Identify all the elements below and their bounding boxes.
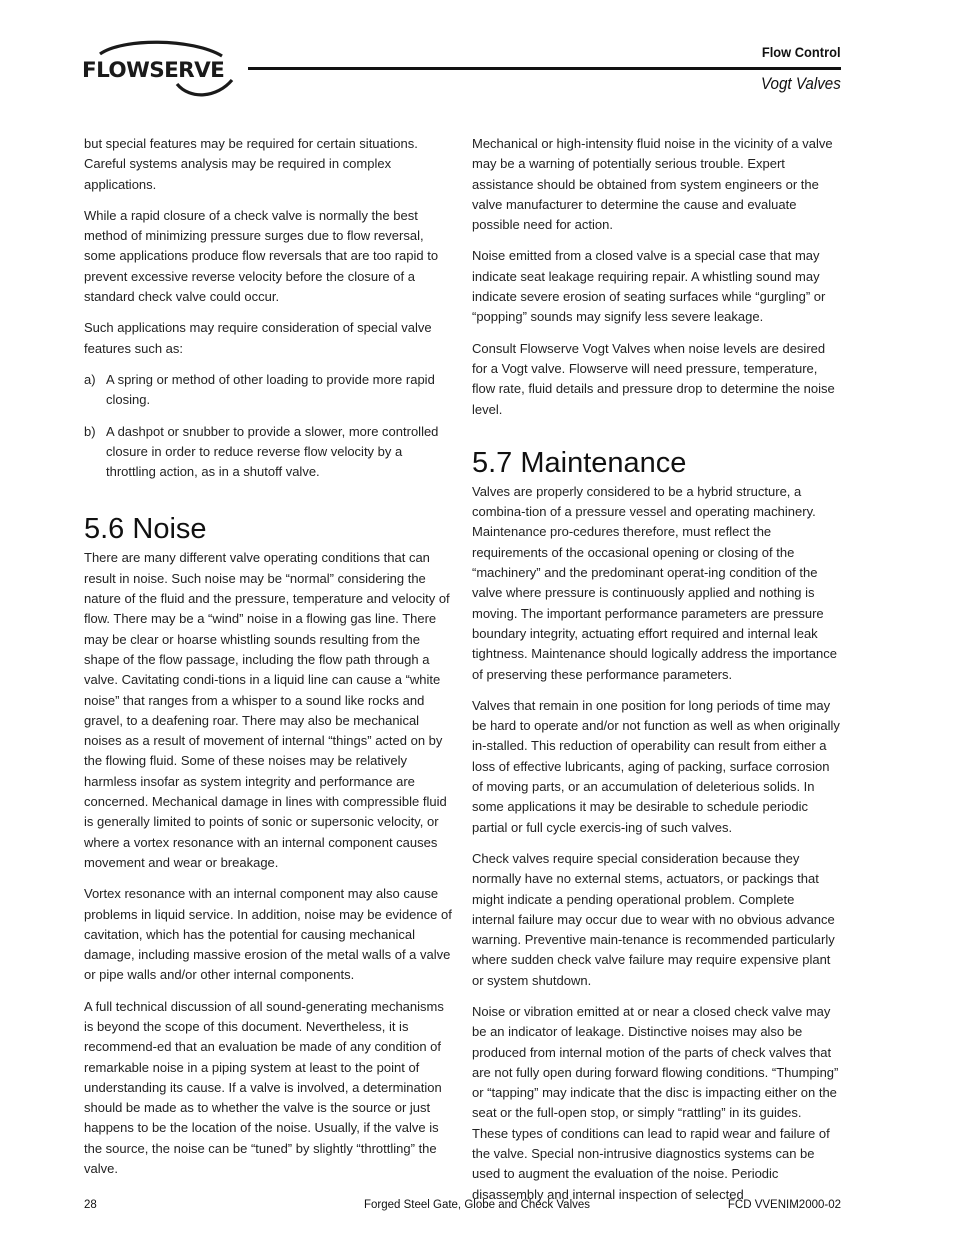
list-item (84, 422, 452, 483)
paragraph: While a rapid closure of a check valve is normally the best method of minimizing pressure surges due to flow reversal, some applications produce flow reversals that are too rapid to prevent excessive reverse velocity before the closure of a standard check valve could occur. (84, 207, 439, 305)
paragraph: Vortex resonance with an internal component may also cause problems in liquid service. In addition, noise may be evidence of cavitation, which has the potential for causing mechanical damage, including massive erosion of the metal walls of a valve or pipe walls and/or other internal components. (84, 886, 452, 983)
list-item-text: A spring or method of other loading to provide more rapid closing. (106, 371, 435, 408)
paragraph: A full technical discussion of all sound-generating mechanisms is beyond the scope of this document. Nevertheless, it is recommend-ed that an evaluation be made of any condition of remarkable noise in a piping system at least to the point of understanding its cause. If a valve is involved, a determination should be made as to whether the valve is the source or just happens to be the location of the noise. Usually, if the valve is the source, the noise can be “tuned” by slightly “throttling” the valve. (84, 998, 444, 1177)
paragraph: Check valves require special consideration because they normally have no external stems, actuators, or packings that might indicate a pending operational problem. Complete internal failure may occur due to wear with no obvious advance warning. Preventive main-tenance is recommended particularly where sudden check valve failure may require expensive plant or system shutdown. (472, 850, 835, 988)
list-item-text: A dashpot or snubber to provide a slower, more controlled closure in order to reduce reverse flow velocity by a throttling action, as in a shutoff valve. (106, 423, 439, 480)
paragraph: Such applications may require consideration of special valve features such as: (84, 320, 432, 356)
paragraph: Consult Flowserve Vogt Valves when noise levels are desired for a Vogt valve. Flowserve will need pressure, temperature, flow rate, fluid details and pressure drop to determine the noise level. (472, 340, 835, 417)
paragraph: There are many different valve operating conditions that can result in noise. Such noise may be “normal” considering the nature of the fluid and the pressure, temperature and velocity of flow. There may be a “wind” noise in a flowing gas line. There may be clear or hoarse whistling sounds resulting from the shape of the flow passage, including the flow path through a valve. Cavitating condi-tions in a liquid line can cause a “white noise” that ranges from a whisper to a sound like rocks and gravel, to a deafening roar. There may also be mechanical noises as a result of movement of internal “things” acted on by the flowing fluid. Some of these noises may be relatively harmless insofar as system integrity and performance are concerned. Mechanical damage in lines with compressible fluid is generally limited to points of sonic or supersonic velocity, or where a vortex resonance with an internal component causes movement and wear or breakage. (84, 550, 450, 870)
right-column (472, 134, 840, 1216)
paragraph: Noise emitted from a closed valve is a special case that may indicate seat leakage requiring repair. A whistling sound may indicate severe erosion of seating surfaces while “gurgling” or “popping” sounds may signify less severe leakage. (472, 248, 826, 325)
paragraph: Valves that remain in one position for long periods of time may be hard to operate and/or not function as well as when originally in-stalled. This reduction of operability can result from either a loss of effective lubricants, aging of packing, surface corrosion of moving parts, or an accumulation of deleterious solids. In some applications it may be desirable to schedule periodic partial or full cycle exercis-ing of such valves. (472, 697, 840, 835)
section-heading-noise: 5.6 Noise (84, 513, 207, 546)
paragraph: Valves are properly considered to be a hybrid structure, a combina-tion of a pressure vessel and operating machinery. Maintenance pro-cedures therefore, must reflect the requirements of the occasional opening or closing of the “machinery” and the predominant operat-ing condition of the valve where pressure is continuously applied and nothing is moving. The important performance parameters are pressure boundary integrity, actuating effort required and internal leak tightness. Maintenance should logically address the importance of preserving these performance parameters. (472, 483, 837, 682)
header-category: Flow Control (762, 44, 841, 60)
section-heading-maintenance: 5.7 Maintenance (472, 446, 687, 479)
paragraph: Noise or vibration emitted at or near a closed check valve may be an indicator of leakage. Distinctive noises may also be produced from internal motion of the parts of check valves that are not fully open during forward flowing conditions. “Thumping” or “tapping” may indicate that the disc is impacting either on the seat or the full-open stop, or simply “rattling” in its guides. These types of conditions can lead to rapid wear and failure of the valve. Special non-intrusive diagnostics systems can be used to augment the evaluation of the noise. Periodic disassembly and internal inspection of selected (472, 1003, 839, 1202)
flowserve-logo (82, 40, 242, 102)
left-column (84, 134, 452, 1190)
paragraph: but special features may be required for certain situations. Careful systems analysis may be required in complex applications. (84, 136, 418, 192)
page-number: 28 (84, 1199, 97, 1211)
footer-doc-code: FCD VVENIM2000-02 (727, 1199, 841, 1211)
logo-wordmark: FLOWSERVE (82, 58, 225, 83)
list-item-label: b) (84, 423, 96, 439)
footer-title: Forged Steel Gate, Globe and Check Valves (363, 1199, 591, 1211)
header-product-line: Vogt Valves (761, 75, 841, 93)
header-rule (248, 67, 841, 70)
paragraph: Mechanical or high-intensity fluid noise in the vicinity of a valve may be a warning of potentially serious trouble. Expert assistance should be obtained from system engineers or the valve manufacturer to determine the cause and evaluate possible need for action. (472, 136, 833, 233)
list-item-label: a) (84, 371, 96, 387)
list-item (84, 370, 452, 411)
